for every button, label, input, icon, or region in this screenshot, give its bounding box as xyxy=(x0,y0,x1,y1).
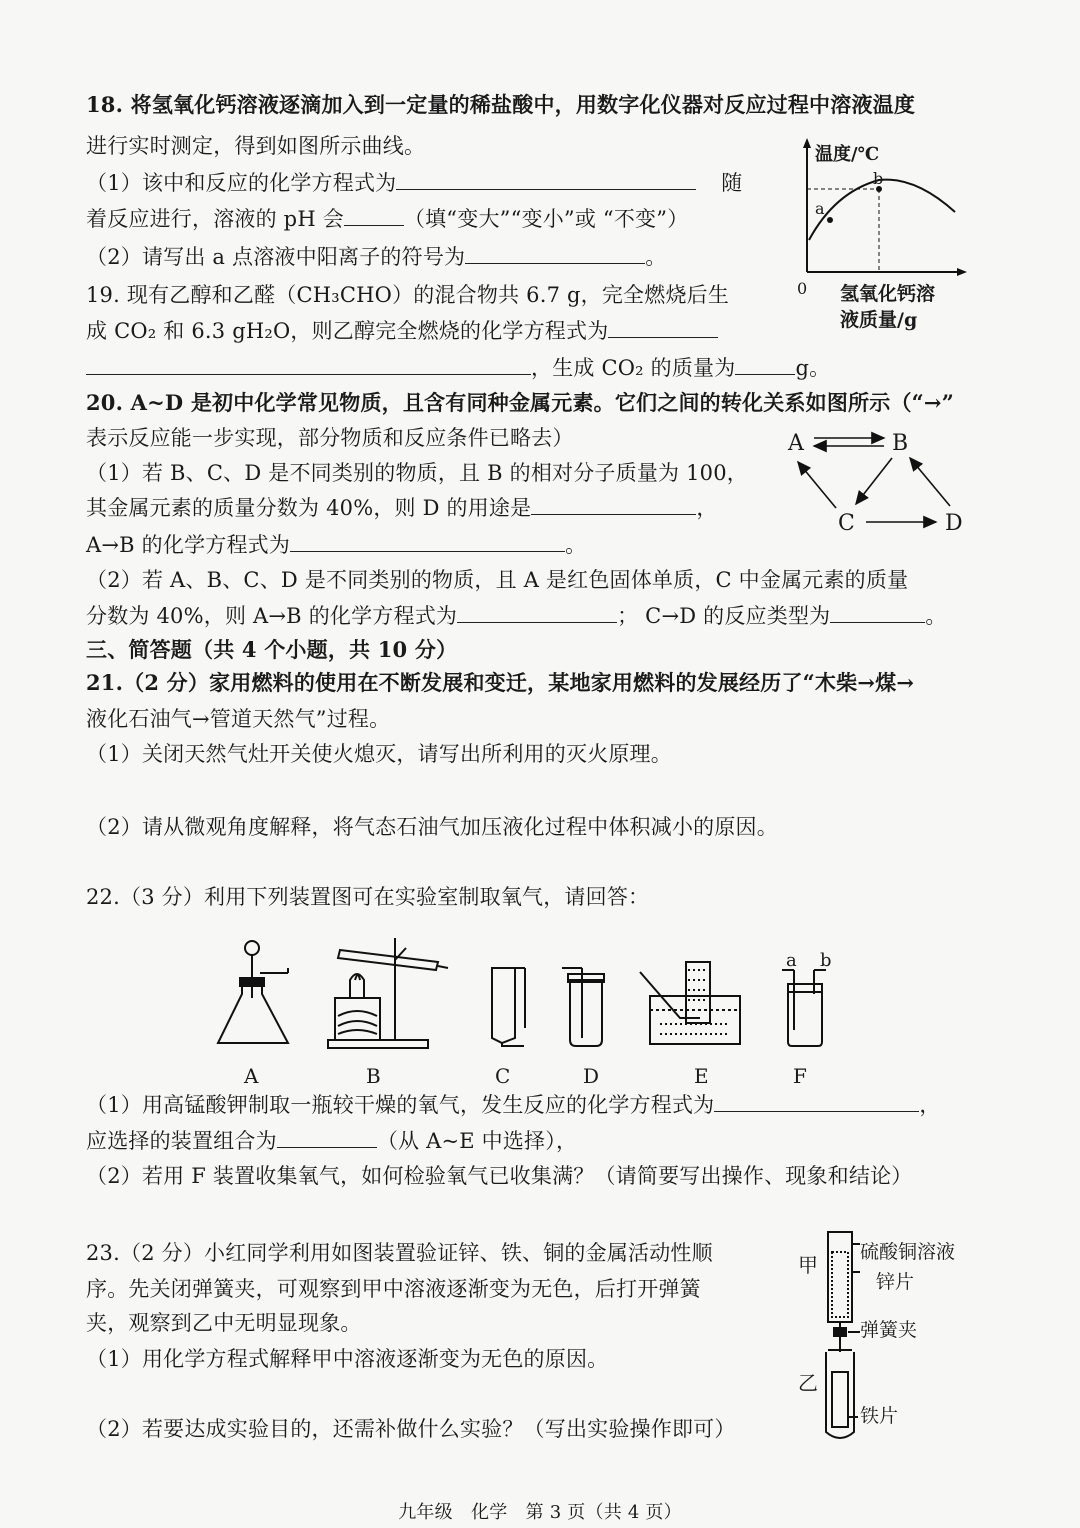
metal-activity-figure xyxy=(792,1222,992,1447)
q20-period-2: 。 xyxy=(925,604,947,628)
q20-use-prompt: 其金属元素的质量分数为 40%，则 D 的用途是 xyxy=(86,496,532,520)
q18-line4 xyxy=(86,206,688,232)
q20-use-blank[interactable] xyxy=(531,496,696,515)
node-c: C xyxy=(838,511,855,536)
q19-co2-blank[interactable] xyxy=(735,356,795,375)
label-b: B xyxy=(366,1064,381,1088)
q18-line1: 18. 将氢氧化钙溶液逐滴加入到一定量的稀盐酸中，用数字化仪器对反应过程中溶液温度 xyxy=(86,92,916,117)
node-d: D xyxy=(945,511,963,536)
label-yi: 乙 xyxy=(798,1371,818,1395)
q20-line3: （1）若 B、C、D 是不同类别的物质，且 B 的相对分子质量为 100， xyxy=(86,461,748,485)
section-three-heading: 三、简答题（共 4 个小题，共 10 分） xyxy=(86,637,458,662)
q20-line7 xyxy=(86,603,947,629)
apparatus-figure xyxy=(210,928,850,1088)
graph-ylabel: 温度/℃ xyxy=(815,144,880,165)
q23-line3: 夹，观察到乙中无明显现象。 xyxy=(86,1311,362,1335)
q18-ph-prompt: 着反应进行，溶液的 pH 会 xyxy=(86,207,344,231)
q18-part2-prompt: （2）请写出 a 点溶液中阳离子的符号为 xyxy=(86,245,466,269)
label-a: A xyxy=(244,1064,259,1088)
label-e: E xyxy=(694,1064,709,1088)
label-iron: 铁片 xyxy=(860,1405,899,1427)
arrow-d-to-b xyxy=(910,458,950,506)
q19-co2-prompt: ，生成 CO₂ 的质量为 xyxy=(531,356,736,380)
q22-line3 xyxy=(86,1128,577,1154)
label-zinc: 锌片 xyxy=(876,1271,915,1293)
q22-combo-blank[interactable] xyxy=(277,1129,377,1148)
q20-line2: 表示反应能一步实现，部分物质和反应条件已略去） xyxy=(86,426,574,450)
q18-part1-prompt: （1）该中和反应的化学方程式为 xyxy=(86,171,397,195)
q23-line1: 23.（2 分）小红同学利用如图装置验证锌、铁、铜的金属活动性顺 xyxy=(86,1241,713,1265)
q22-combo-prompt: 应选择的装置组合为 xyxy=(86,1129,277,1153)
q19-unit: g。 xyxy=(795,356,831,380)
q18-equation-blank[interactable] xyxy=(396,171,696,190)
graph-xlabel-1: 氢氧化钙溶 xyxy=(840,283,936,305)
q19-line1: 19. 现有乙醇和乙醛（CH₃CHO）的混合物共 6.7 g，完全燃烧后生 xyxy=(86,283,730,307)
q22-comma: ， xyxy=(919,1093,941,1117)
page-footer: 九年级 化学 第 3 页（共 4 页） xyxy=(398,1502,682,1523)
q18-suiyu: 随 xyxy=(721,171,743,195)
q18-line3 xyxy=(86,170,742,196)
q21-line2: 液化石油气→管道天然气”过程。 xyxy=(86,707,391,731)
q20-ab-blank[interactable] xyxy=(290,533,565,552)
apparatus-c xyxy=(492,968,525,1046)
q22-part1-prompt: （1）用高锰酸钾制取一瓶较干燥的氧气，发生反应的化学方程式为 xyxy=(86,1093,715,1117)
q20-comma: ， xyxy=(696,496,718,520)
q19-prompt: 成 CO₂ 和 6.3 gH₂O，则乙醇完全燃烧的化学方程式为 xyxy=(86,319,609,343)
apparatus-f-label-b: b xyxy=(820,950,832,971)
q18-line5 xyxy=(86,244,666,270)
q20-line4 xyxy=(86,495,718,521)
q20-period: 。 xyxy=(565,533,587,557)
q19-equation-blank-2[interactable] xyxy=(86,356,531,375)
q18-ph-options: （填“变大”“变小”或 “不变”） xyxy=(403,207,689,231)
zinc-strip xyxy=(832,1252,848,1317)
label-f: F xyxy=(793,1064,807,1088)
temperature-graph xyxy=(795,132,985,337)
node-b: B xyxy=(892,431,909,456)
q21-line1: 21.（2 分）家用燃料的使用在不断发展和变迁，某地家用燃料的发展经历了“木柴→煤→ xyxy=(86,670,915,695)
q18-line2: 进行实时测定，得到如图所示曲线。 xyxy=(86,134,426,158)
apparatus-a xyxy=(218,941,288,1043)
q22-line2 xyxy=(86,1092,941,1118)
spring-clamp xyxy=(834,1328,846,1336)
apparatus-f-label-a: a xyxy=(786,950,797,971)
label-jia: 甲 xyxy=(798,1253,818,1277)
apparatus-f xyxy=(782,970,826,1046)
q20-line1: 20. A~D 是初中化学常见物质，且含有同种金属元素。它们之间的转化关系如图所示（“→” xyxy=(86,390,955,415)
label-clamp: 弹簧夹 xyxy=(860,1319,918,1341)
iron-strip xyxy=(832,1372,848,1427)
q18-period: 。 xyxy=(645,245,667,269)
q23-part2: （2）若要达成实验目的，还需补做什么实验？（写出实验操作即可） xyxy=(86,1417,736,1441)
graph-point-a: a xyxy=(815,199,825,218)
q22-combo-hint: （从 A~E 中选择）， xyxy=(376,1129,578,1153)
q23-part1: （1）用化学方程式解释甲中溶液逐渐变为无色的原因。 xyxy=(86,1347,609,1371)
q22-line1: 22.（3 分）利用下列装置图可在实验室制取氧气，请回答： xyxy=(86,885,650,909)
q20-line5 xyxy=(86,532,586,558)
label-d: D xyxy=(583,1064,600,1088)
point-a-marker xyxy=(827,217,833,223)
graph-xlabel-2: 液质量/g xyxy=(840,309,918,331)
q22-equation-blank[interactable] xyxy=(714,1093,919,1112)
q18-ph-blank[interactable] xyxy=(344,207,404,226)
q21-part2: （2）请从微观角度解释，将气态石油气加压液化过程中体积减小的原因。 xyxy=(86,815,778,839)
label-c: C xyxy=(495,1064,511,1088)
q20-ab2-blank[interactable] xyxy=(457,604,617,623)
q22-part2: （2）若用 F 装置收集氧气，如何检验氧气已收集满？（请简要写出操作、现象和结论） xyxy=(86,1164,913,1188)
node-a: A xyxy=(788,431,804,456)
q19-line2 xyxy=(86,318,718,344)
q20-line6: （2）若 A、B、C、D 是不同类别的物质，且 A 是红色固体单质，C 中金属元素的质量 xyxy=(86,568,909,592)
apparatus-b xyxy=(328,938,448,1048)
arrow-c-to-a xyxy=(798,462,836,508)
q20-ab2-prompt: 分数为 40%，则 A→B 的化学方程式为 xyxy=(86,604,458,628)
label-cuso4: 硫酸铜溶液 xyxy=(860,1241,956,1263)
apparatus-d xyxy=(562,968,604,1046)
apparatus-e xyxy=(640,962,740,1044)
arrow-b-to-c xyxy=(856,458,892,504)
q20-ab-prompt: A→B 的化学方程式为 xyxy=(86,533,291,557)
tube-yi xyxy=(826,1352,854,1438)
q20-cd-blank[interactable] xyxy=(830,604,925,623)
graph-origin: 0 xyxy=(797,279,808,298)
q21-part1: （1）关闭天然气灶开关使火熄灭，请写出所利用的灭火原理。 xyxy=(86,742,672,766)
q18-cation-blank[interactable] xyxy=(465,245,645,264)
q19-line3 xyxy=(86,355,830,381)
q23-line2: 序。先关闭弹簧夹，可观察到甲中溶液逐渐变为无色，后打开弹簧 xyxy=(86,1277,701,1301)
graph-point-b: b xyxy=(873,169,884,188)
q19-equation-blank-1[interactable] xyxy=(608,319,718,338)
q20-cd-prompt: ； C→D 的反应类型为 xyxy=(617,604,831,628)
conversion-diagram xyxy=(780,420,980,540)
